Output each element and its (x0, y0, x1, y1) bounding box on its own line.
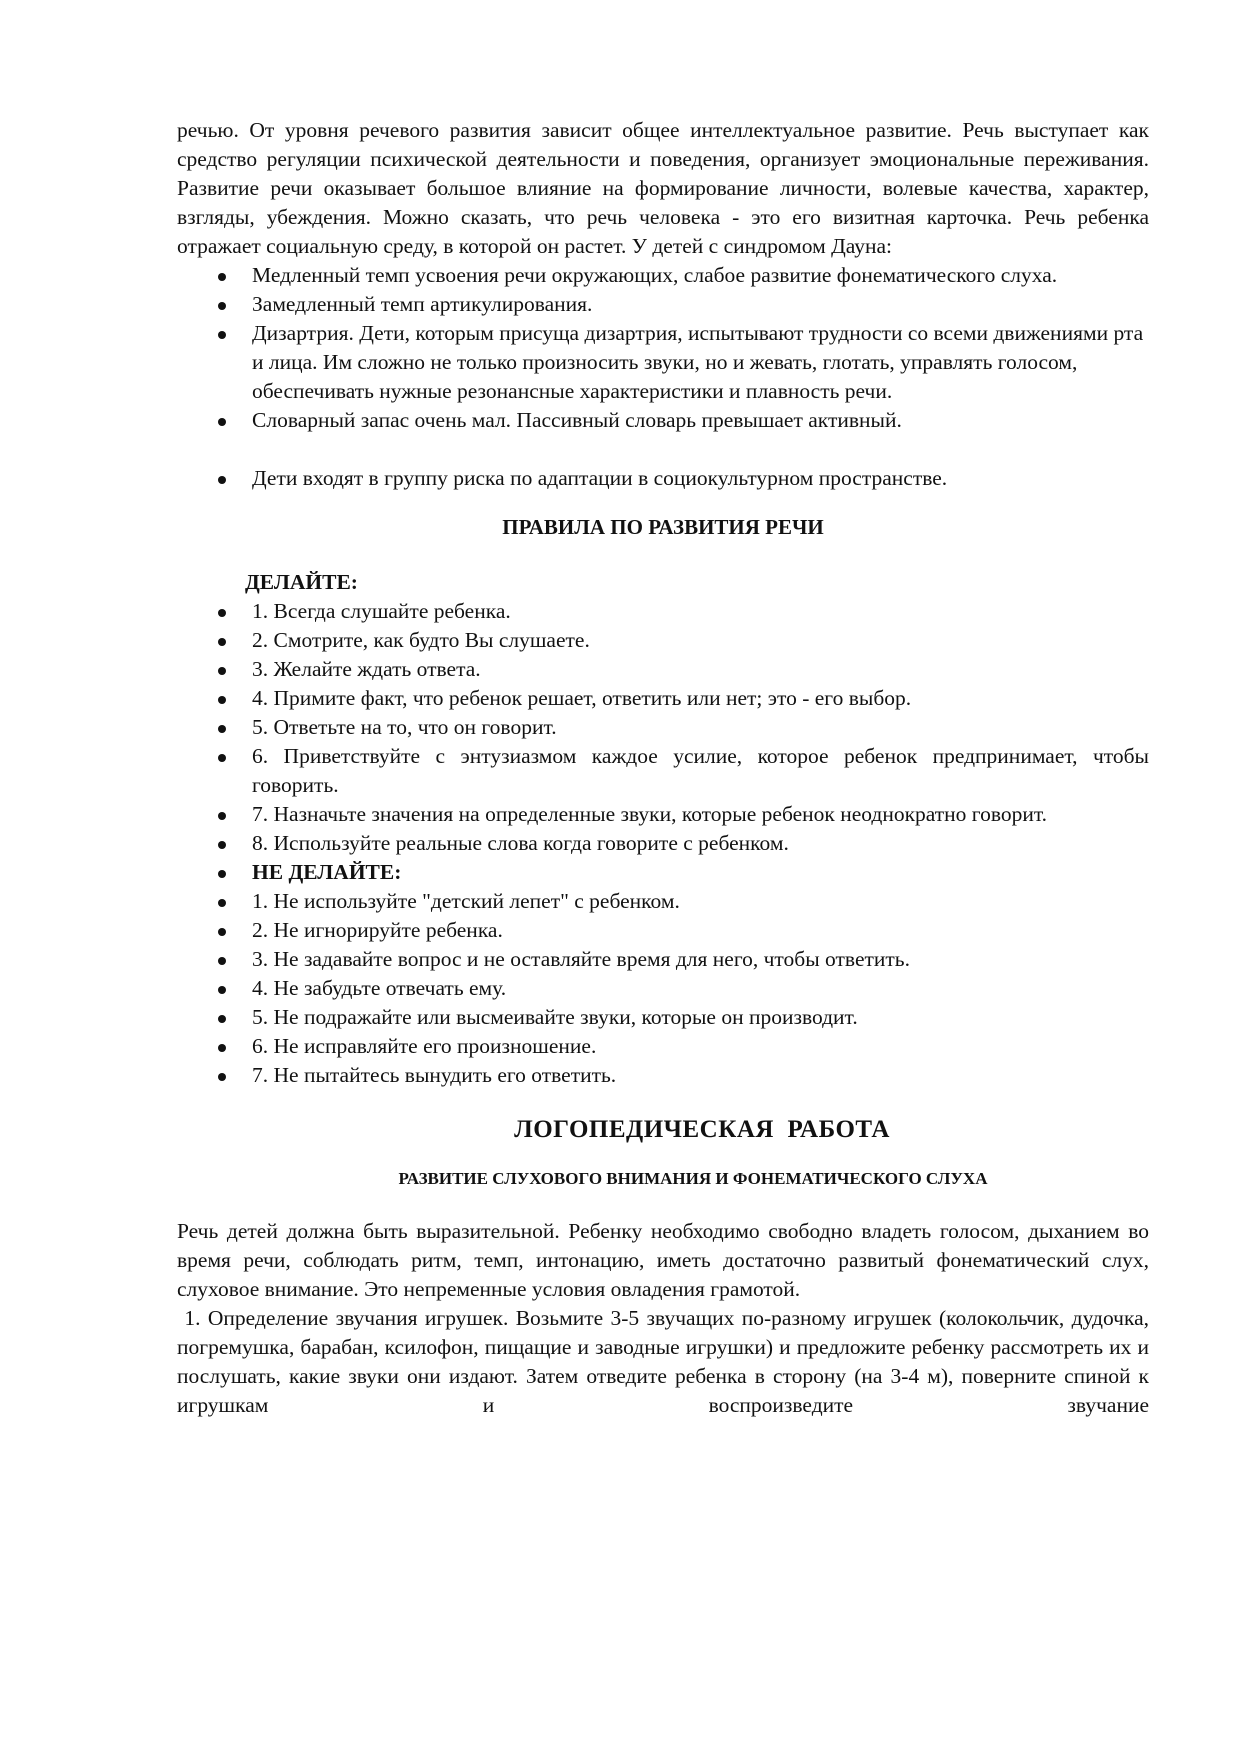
speech-therapy-heading: ЛОГОПЕДИЧЕСКАЯ РАБОТА (514, 1116, 890, 1143)
toy-sounds-exercise-paragraph: 1. Определение звучания игрушек. Возьмите 3-5 звучащих по-разному игрушек (колокольчик, дудочка, погремушка, барабан, ксилофон, пищащие и заводные игрушки) и предложите ребенку рассмотреть их и послушать, какие звуки они издают. Затем отведите ребенка в сторону (на 3-4 м), поверните спиной к игрушкам и воспроизведите звучание (177, 1306, 1155, 1417)
feature-item: Дизартрия. Дети, которым присуща дизартрия, испытывают трудности со всеми движениями рта и лица. Им сложно не только произносить звуки, но и жевать, глотать, управлять голосом, обеспечивать нужные резонансные характеристики и плавность речи. (177, 319, 1149, 406)
do-item: 1. Всегда слушайте ребенка. (177, 597, 1149, 626)
feature-item: Дети входят в группу риска по адаптации в социокультурном пространстве. (177, 464, 1149, 493)
dont-item: 6. Не исправляйте его произношение. (177, 1032, 1149, 1061)
do-item: 3. Желайте ждать ответа. (177, 655, 1149, 684)
intro-paragraph: речью. От уровня речевого развития зависит общее интеллектуальное развитие. Речь выступает как средство регуляции психической деятельности и поведения, организует эмоциональные переживания. Развитие речи оказывает большое влияние на формирование личности, волевые качества, характер, взгляды, убеждения. Можно сказать, что речь человека - это его визитная карточка. Речь ребенка отражает социальную среду, в которой он растет. У детей с синдромом Дауна: (177, 118, 1149, 258)
spacer (177, 435, 1149, 464)
document-page (177, 116, 1155, 1420)
speech-therapy-subheading: РАЗВИТИЕ СЛУХОВОГО ВНИМАНИЯ И ФОНЕМАТИЧЕСКОГО СЛУХА (398, 1169, 988, 1188)
do-item: 2. Смотрите, как будто Вы слушаете. (177, 626, 1149, 655)
feature-item: Медленный темп усвоения речи окружающих, слабое развитие фонематического слуха. (177, 261, 1149, 290)
do-item: 7. Назначьте значения на определенные звуки, которые ребенок неоднократно говорит. (177, 800, 1149, 829)
rules-list (177, 597, 1149, 1090)
down-syndrome-features-list (177, 261, 1149, 435)
dont-heading: НЕ ДЕЛАЙТЕ: (177, 858, 1149, 887)
dont-item: 5. Не подражайте или высмеивайте звуки, которые он производит. (177, 1003, 1149, 1032)
rules-heading: ПРАВИЛА ПО РАЗВИТИЯ РЕЧИ (502, 515, 824, 539)
do-heading: ДЕЛАЙТЕ: (245, 570, 358, 594)
feature-item: Словарный запас очень мал. Пассивный словарь превышает активный. (177, 406, 1149, 435)
do-item: 5. Ответьте на то, что он говорит. (177, 713, 1149, 742)
speech-therapy-paragraph: Речь детей должна быть выразительной. Ребенку необходимо свободно владеть голосом, дыханием во время речи, соблюдать ритм, темп, интонацию, иметь достаточно развитый фонематический слух, слуховое внимание. Это непременные условия овладения грамотой. (177, 1219, 1149, 1301)
dont-item: 1. Не используйте "детский лепет" с ребенком. (177, 887, 1149, 916)
dont-item: 3. Не задавайте вопрос и не оставляйте время для него, чтобы ответить. (177, 945, 1149, 974)
do-item: 6. Приветствуйте с энтузиазмом каждое усилие, которое ребенок предпринимает, чтобы говорить. (177, 742, 1149, 800)
down-syndrome-features-list-continued (177, 464, 1149, 493)
dont-item: 7. Не пытайтесь вынудить его ответить. (177, 1061, 1149, 1090)
dont-item: 4. Не забудьте отвечать ему. (177, 974, 1149, 1003)
do-item: 4. Примите факт, что ребенок решает, ответить или нет; это - его выбор. (177, 684, 1149, 713)
do-item: 8. Используйте реальные слова когда говорите с ребенком. (177, 829, 1149, 858)
feature-item: Замедленный темп артикулирования. (177, 290, 1149, 319)
dont-item: 2. Не игнорируйте ребенка. (177, 916, 1149, 945)
